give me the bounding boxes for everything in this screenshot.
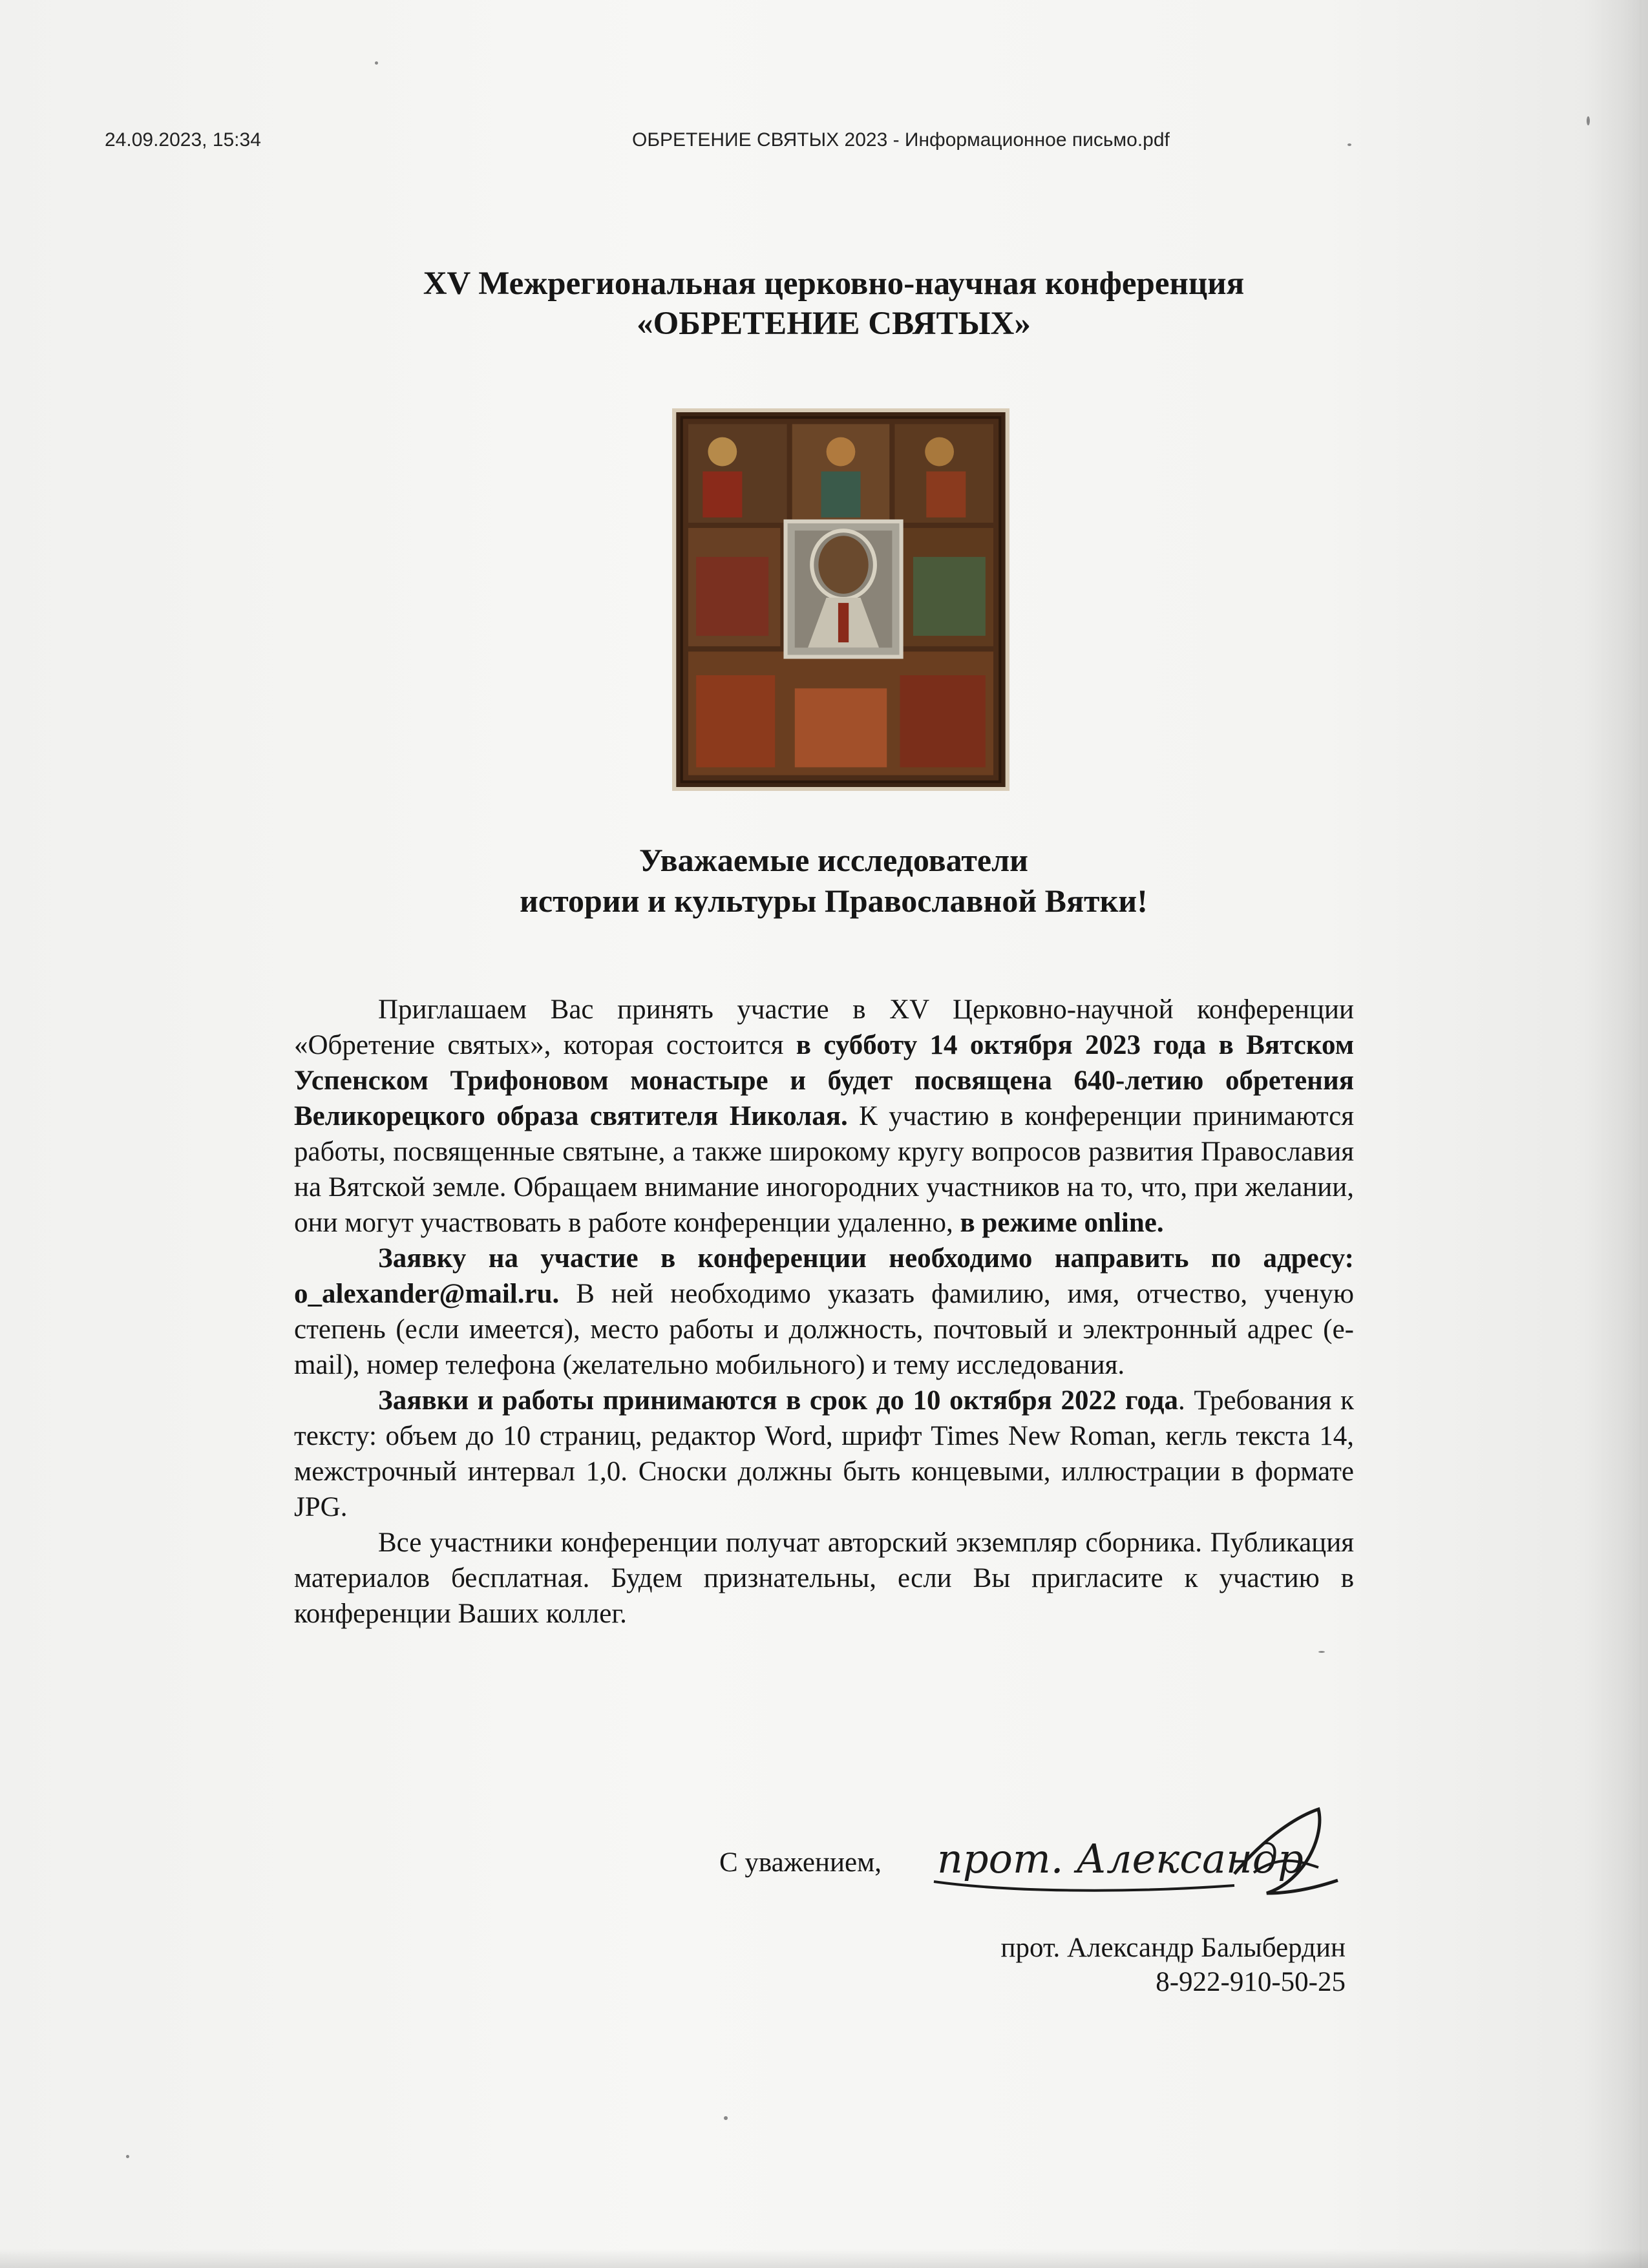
paragraph-deadline xyxy=(294,1383,1354,1525)
handwritten-signature xyxy=(931,1796,1344,1906)
deadline: Заявки и работы принимаются в срок до 10 октября 2022 года xyxy=(378,1385,1178,1416)
greeting xyxy=(194,840,1474,921)
conference-title-line2: «ОБРЕТЕНИЕ СВЯТЫХ» xyxy=(637,306,1031,342)
paragraph-invitation xyxy=(294,992,1354,1241)
regards-label: С уважением, xyxy=(719,1847,882,1878)
scan-speck xyxy=(1347,143,1351,146)
greeting-line1: Уважаемые исследователи xyxy=(639,842,1028,878)
paragraph-application xyxy=(294,1241,1354,1383)
letter-body xyxy=(294,992,1354,1632)
invitation-details: К участию в конференции принимаются работы, посвященные святыне, а также широкому кругу вопросов развития Православия на Вятской земле. Обращаем внимание иногородних участников на то, что, при желании, они могут участвовать в работе конференции удаленно, xyxy=(294,1101,1354,1238)
icon-image xyxy=(672,408,1009,791)
signer-phone: 8-922-910-50-25 xyxy=(1156,1967,1346,1997)
greeting-line2: истории и культуры Православной Вятки! xyxy=(520,883,1148,919)
conference-title xyxy=(129,264,1538,344)
conference-title-line1: XV Межрегиональная церковно-научная конференция xyxy=(423,266,1245,302)
signer-name: прот. Александр Балыбердин xyxy=(1000,1933,1346,1963)
page-edge-line xyxy=(1640,0,1642,2268)
signature-graphic xyxy=(931,1796,1344,1906)
scan-speck xyxy=(724,2116,728,2120)
invitation-text: Приглашаем Вас принять участие в XV Церковно-научной конференции «Обретение святых», которая состоится xyxy=(294,994,1354,1060)
paragraph-publication: Все участники конференции получат авторский экземпляр сборника. Публикация материалов бесплатная. Будем признательны, если Вы пригласите к участию в конференции Ваших коллег. xyxy=(294,1528,1354,1629)
icon-painting xyxy=(676,412,1006,787)
application-address: Заявку на участие в конференции необходимо направить по адресу: o_alexander@mail.ru. xyxy=(294,1243,1354,1309)
print-datetime: 24.09.2023, 15:34 xyxy=(105,129,261,151)
application-requirements: В ней необходимо указать фамилию, имя, отчество, ученую степень (если имеется), место работы и должность, почтовый и электронный адрес (e-mail), номер телефона (желательно мобильного) и тему исследования. xyxy=(294,1279,1354,1380)
scan-speck xyxy=(1587,116,1590,125)
text-requirements: . Требования к тексту: объем до 10 страниц, редактор Word, шрифт Times New Roman, кегль текста 14, межстрочный интервал 1,0. Сноски должны быть концевыми, иллюстрации в формате JPG. xyxy=(294,1385,1354,1522)
scan-speck xyxy=(1318,1651,1325,1653)
print-doc-title: ОБРЕТЕНИЕ СВЯТЫХ 2023 - Информационное письмо.pdf xyxy=(632,129,1170,151)
page-bottom-shadow xyxy=(0,2249,1648,2268)
signature-text: прот. Александр xyxy=(937,1835,1304,1882)
scan-speck xyxy=(375,61,378,65)
page-edge-shadow xyxy=(1583,0,1648,2268)
invitation-date-venue: в субботу 14 октября 2023 года в Вятском Успенском Трифоновом монастыре и будет посвящена 640-летию обретения Великорецкого образа святителя Николая. xyxy=(294,1030,1355,1131)
online-mode: в режиме online. xyxy=(960,1208,1164,1238)
scan-speck xyxy=(126,2155,129,2158)
